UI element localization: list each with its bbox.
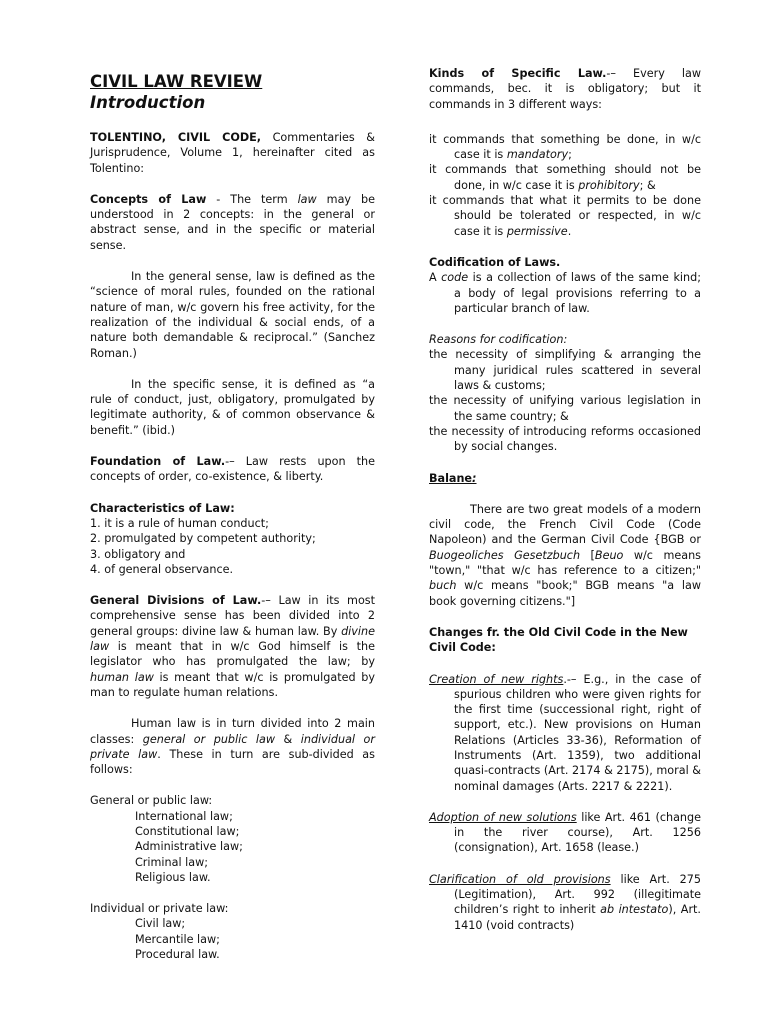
list-item: the necessity of introducing reforms occasioned by social changes. (429, 424, 701, 454)
list-item: International law; (135, 809, 233, 823)
list-item: it commands that what it permits to be done should be tolerated or respected, in w/c case it is permissive. (429, 194, 701, 238)
list-item: Procedural law. (135, 948, 220, 962)
right-column (429, 66, 701, 933)
public-law-heading: General or public law: (90, 794, 213, 808)
list-item: the necessity of simplifying & arranging the many juridical rules scattered in several laws & customs; (429, 348, 701, 393)
commands-list (429, 132, 701, 239)
characteristics-heading: Characteristics of Law: (90, 501, 235, 515)
list-item: the necessity of unifying various legislation in the same country; & (429, 394, 701, 423)
codification-heading: Codification of Laws. (429, 255, 561, 269)
list-item: Civil law; (135, 917, 186, 931)
left-column (90, 66, 375, 962)
list-item: 1. it is a rule of human conduct; (90, 516, 269, 530)
list-item: Religious law. (135, 870, 211, 884)
source-citation: TOLENTINO, CIVIL CODE, Commentaries & Jurisprudence, Volume 1, hereinafter cited as Tolentino: (90, 131, 375, 175)
creation-of-new-rights: Creation of new rights.-– E.g., in the case of spurious children who were given rights for the first time (successional right, right of support, etc.). New provisions on Human Relations (Articles 33-36), Reformation of Instruments (Art. 1359), two additional quasi-contracts (Art. 2174 & 2175), moral & nominal damages (Arts. 2217 & 2221). (429, 672, 701, 793)
list-item: 2. promulgated by competent authority; (90, 532, 316, 546)
reasons-heading: Reasons for codification: (429, 333, 568, 347)
concepts-of-law: Concepts of Law - The term law may be understood in 2 concepts: in the general or abstract sense, and in the specific or material sense. (90, 192, 375, 252)
reasons-list (429, 347, 701, 454)
private-law-list (90, 916, 375, 962)
page-title: CIVIL LAW REVIEW (90, 72, 263, 91)
changes-heading: Changes fr. the Old Civil Code in the New Civil Code: (429, 625, 688, 655)
list-item: Constitutional law; (135, 824, 240, 838)
private-law-heading: Individual or private law: (90, 902, 229, 916)
list-item: 4. of general observance. (90, 562, 234, 576)
list-item: 3. obligatory and (90, 547, 186, 561)
characteristics-list (90, 516, 375, 577)
kinds-of-specific-law: Kinds of Specific Law.-– Every law commands, bec. it is obligatory; but it commands in 3 different ways: (429, 67, 701, 111)
balane-heading: Balane: (429, 471, 477, 485)
page-subtitle: Introduction (90, 93, 206, 112)
list-item: Administrative law; (135, 840, 243, 854)
general-divisions-of-law: General Divisions of Law.-– Law in its most comprehensive sense has been divided into 2 general groups: divine law & human law. By divine law is meant that in w/c God himself is the legislator who has promulgated the law; by human law is meant that w/c is promulgated by man to regulate human relations. (90, 594, 375, 699)
list-item: Mercantile law; (135, 932, 220, 946)
balane-paragraph: There are two great models of a modern civil code, the French Civil Code (Code Napoleon) and the German Civil Code {BGB or Buogeoliches Gesetzbuch [Beuo w/c means "town," "that w/c has reference to a citizen;" buch w/c means "book;" BGB means "a law book governing citizens."] (429, 502, 701, 608)
clarification-of-old-provisions: Clarification of old provisions like Art. 275 (Legitimation), Art. 992 (illegitimate children’s right to inherit ab intestato), Art. 1410 (void contracts) (429, 872, 701, 932)
list-item: it commands that something be done, in w/c case it is mandatory; (429, 132, 701, 162)
list-item: Criminal law; (135, 855, 209, 869)
adoption-of-new-solutions: Adoption of new solutions like Art. 461 (change in the river course), Art. 1256 (consignation), Art. 1658 (lease.) (429, 810, 701, 855)
general-sense-paragraph: In the general sense, law is defined as the “science of moral rules, founded on the rational nature of man, w/c govern his free activity, for the realization of the individual & social ends, of a nature both demandable & reciprocal.” (Sanchez Roman.) (90, 270, 375, 360)
foundation-of-law: Foundation of Law.-– Law rests upon the concepts of order, co-existence, & liberty. (90, 455, 375, 484)
human-law-paragraph: Human law is in turn divided into 2 main classes: general or public law & individual or private law. These in turn are sub-divided as follows: (90, 717, 375, 777)
codification-paragraph: A code is a collection of laws of the same kind; a body of legal provisions referring to a particular branch of law. (429, 271, 701, 315)
specific-sense-paragraph: In the specific sense, it is defined as “a rule of conduct, just, obligatory, promulgated by legitimate authority, & of common observance & benefit.” (ibid.) (90, 377, 375, 437)
list-item: it commands that something should not be done, in w/c case it is prohibitory; & (429, 163, 701, 192)
public-law-list (90, 809, 375, 885)
